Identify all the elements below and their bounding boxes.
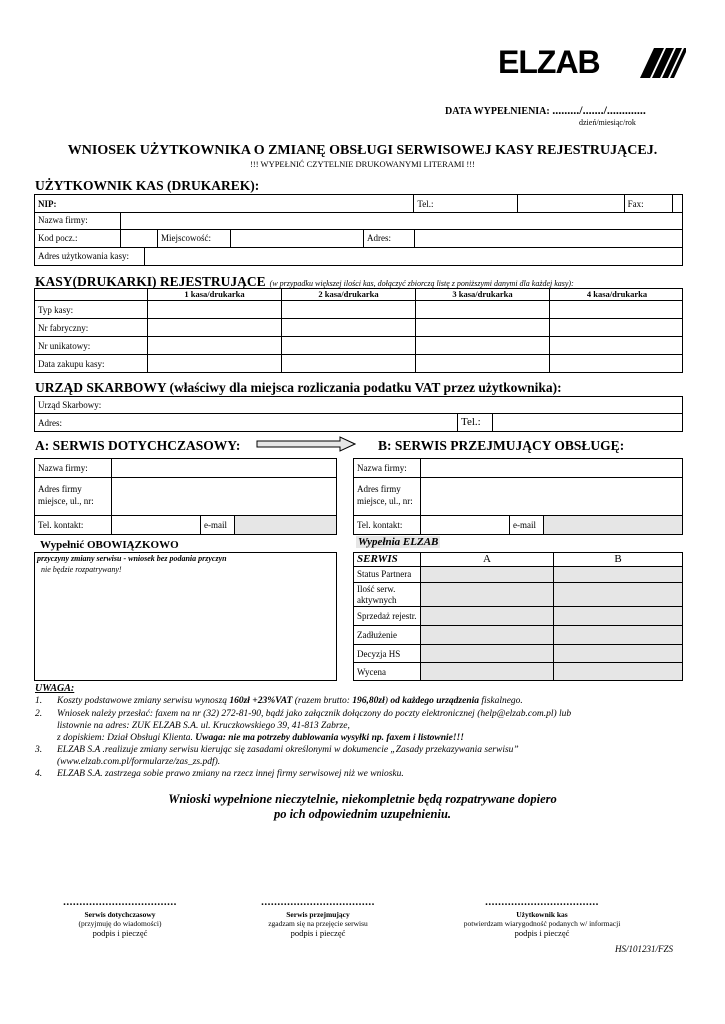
signature-user-sign: podpis i pieczęć (514, 928, 570, 938)
postcode-input[interactable] (121, 230, 158, 247)
signature-user[interactable] (447, 896, 637, 938)
tax-tel-label: Tel.: (457, 414, 493, 431)
city-label: Miejscowość: (158, 230, 231, 247)
nip-label: NIP: (38, 198, 57, 209)
col-header-3: 3 kasa/drukarka (415, 289, 549, 300)
service-b-name-input[interactable] (420, 459, 682, 477)
note-2-line-b: listownie na adres: ZUK ELZAB S.A. ul. Kruczkowskiego 39, 41-813 Zabrze, (57, 721, 350, 731)
service-a-address-input[interactable] (111, 478, 336, 515)
service-b-address-label: Adres firmy miejsce, ul., nr: (357, 484, 413, 506)
elzab-col-b: B (553, 553, 682, 566)
service-a-phone-input[interactable] (111, 516, 200, 534)
tax-office-label: Urząd Skarbowy: (38, 400, 102, 410)
address-input[interactable] (415, 230, 684, 247)
row-label-date: Data zakupu kasy: (38, 359, 105, 369)
service-b-phone-label: Tel. kontakt: (357, 520, 403, 530)
service-b-email-label: e-mail (509, 516, 544, 534)
col-header-2: 2 kasa/drukarka (281, 289, 415, 300)
signature-old-sub: (przyjmuję do wiadomości) (78, 919, 162, 928)
elzab-box-heading: Wypełnia ELZAB (358, 536, 439, 548)
tax-office-field[interactable] (35, 397, 682, 414)
service-a-phone-label: Tel. kontakt: (38, 520, 84, 530)
city-input[interactable] (231, 230, 364, 247)
note-2-num: 2. (35, 709, 43, 719)
registers-heading: KASY(DRUKARKI) REJESTRUJĄCE (35, 274, 266, 289)
note-2 (35, 708, 572, 743)
note-4 (35, 769, 404, 779)
registers-table (34, 288, 683, 373)
tax-address-label: Adres: (38, 418, 62, 428)
elzab-row-active: Ilość serw. aktywnych (357, 584, 397, 605)
note-3-line-b: (www.elzab.com.pl/formularze/zas_zs.pdf). (57, 757, 221, 767)
note-1 (35, 696, 523, 706)
elzab-logo (498, 44, 688, 84)
col-header-4: 4 kasa/drukarka (549, 289, 684, 300)
row-label-serial: Nr fabryczny: (38, 323, 89, 333)
user-table (34, 194, 683, 213)
service-a-email-input[interactable] (234, 516, 336, 534)
company-input[interactable] (121, 212, 684, 229)
tax-office-heading: URZĄD SKARBOWY (właściwy dla miejsca rozliczania podatku VAT przez użytkownika): (35, 380, 562, 395)
row-label-type: Typ kasy: (38, 305, 74, 315)
postcode-label: Kod pocz.: (35, 230, 121, 247)
logo-stripes-icon (630, 48, 686, 78)
signature-old-dots: ................................... (63, 896, 177, 908)
document-code: HS/101231/FZS (615, 944, 674, 954)
note-1-per-device: od każdego urządzenia (390, 696, 479, 706)
address-label: Adres: (364, 230, 415, 247)
note-3-line-a: ELZAB S.A .realizuje zmiany serwisu kierując się zasadami określonymi w dokumencie „Zasady przekazywania serwisu” (57, 745, 519, 755)
signature-new-title: Serwis przejmujący (286, 910, 350, 919)
warning-line2: po ich odpowiednim uzupełnieniu. (273, 807, 452, 821)
note-4-num: 4. (35, 769, 43, 779)
elzab-box-table (353, 552, 683, 681)
elzab-col-serwis: SERWIS (357, 553, 398, 565)
signature-user-sub: potwierdzam wiarygodność podanych w/ informacji (463, 919, 621, 928)
note-1-price: 160zł +23%VAT (229, 696, 293, 706)
elzab-row-sales: Sprzedaż rejestr. (357, 611, 417, 621)
warning-line1: Wnioski wypełnione nieczytelnie, niekompletnie będą rozpatrywane dopiero (168, 792, 557, 806)
note-1-gross: 196,80zł (352, 696, 385, 706)
service-a-name-input[interactable] (111, 459, 336, 477)
note-2-line-c: z dopiskiem: Dział Obsługi Klienta. (57, 733, 196, 743)
signature-new-sub: zgadzam się na przejęcie serwisu (268, 919, 368, 928)
user-heading: UŻYTKOWNIK KAS (DRUKAREK): (35, 178, 260, 193)
signature-old-service[interactable] (30, 896, 210, 938)
mandatory-heading: Wypełnić OBOWIĄZKOWO (40, 539, 179, 551)
elzab-row-price: Wycena (357, 667, 386, 677)
tel-input[interactable] (518, 195, 624, 212)
note-1-num: 1. (35, 696, 43, 706)
tel-label: Tel.: (414, 195, 518, 213)
elzab-row-decision: Decyzja HS (357, 649, 401, 659)
note-3 (35, 744, 519, 767)
note-1-text-e: ) (384, 696, 391, 706)
date-field[interactable] (445, 103, 646, 118)
note-1-text-g: fiskalnego. (479, 696, 523, 706)
signature-user-dots: ................................... (485, 896, 599, 908)
note-4-text: ELZAB S.A. zastrzega sobie prawo zmiany na rzecz innej firmy serwisowej niż we wniosku. (57, 769, 404, 779)
user-table-rows (34, 212, 683, 266)
usage-address-label: Adres użytkowania kasy: (35, 248, 145, 265)
service-b-email-input[interactable] (543, 516, 682, 534)
service-a-heading: A: SERWIS DOTYCHCZASOWY: (35, 438, 241, 453)
page-title: WNIOSEK UŻYTKOWNIKA O ZMIANĘ OBSŁUGI SERWISOWEJ KASY REJESTRUJĄCEJ. (67, 143, 658, 158)
elzab-row-debt: Zadłużenie (357, 630, 397, 640)
date-hint: dzień/miesiąc/rok (579, 118, 636, 127)
mandatory-line2: nie będzie rozpatrywany! (41, 565, 122, 574)
note-3-num: 3. (35, 745, 43, 755)
arrow-right-icon (256, 436, 356, 452)
page-subtitle: !!! WYPEŁNIĆ CZYTELNIE DRUKOWANYMI LITERAMI !!! (250, 159, 475, 169)
note-1-text-c: (razem brutto: (292, 696, 353, 706)
col-header-1: 1 kasa/drukarka (147, 289, 281, 300)
service-a-table (34, 458, 337, 535)
usage-address-input[interactable] (145, 248, 684, 265)
fax-input[interactable] (672, 195, 682, 212)
service-b-heading: B: SERWIS PRZEJMUJĄCY OBSŁUGĘ: (378, 438, 625, 453)
service-b-name-label: Nazwa firmy: (357, 463, 407, 473)
service-b-address-input[interactable] (420, 478, 682, 515)
mandatory-box[interactable] (34, 552, 337, 681)
notes-heading: UWAGA: (35, 683, 75, 694)
row-label-unique: Nr unikatowy: (38, 341, 91, 351)
note-1-text: Koszty podstawowe zmiany serwisu wynoszą (57, 696, 230, 706)
signature-old-title: Serwis dotychczasowy (84, 910, 156, 919)
signature-new-sign: podpis i pieczęć (290, 928, 346, 938)
service-a-name-label: Nazwa firmy: (38, 463, 88, 473)
nip-field[interactable] (35, 195, 414, 213)
date-label: DATA WYPEŁNIENIA: (445, 106, 550, 117)
logo-text: ELZAB (498, 44, 600, 80)
tel-fax-group (518, 195, 683, 213)
signature-old-sign: podpis i pieczęć (92, 928, 148, 938)
note-2-line-d: Uwaga: nie ma potrzeby dublowania wysyłki np. faxem i listownie!!! (195, 733, 464, 743)
elzab-row-status: Status Partnera (357, 569, 412, 579)
elzab-col-a: A (420, 553, 553, 566)
service-b-table (353, 458, 683, 535)
tax-office-table (34, 396, 683, 432)
fax-label: Fax: (624, 195, 672, 212)
signature-new-service[interactable] (228, 896, 408, 938)
date-value: ........./......./............. (552, 103, 646, 117)
note-2-line-a: Wniosek należy przesłać: faxem na nr (32) 272-81-90, bądź jako załącznik dołączony do poczty elektronicznej (help@elzab.com.pl) lub (57, 709, 572, 719)
service-a-email-label: e-mail (200, 516, 235, 534)
signature-user-title: Użytkownik kas (516, 910, 568, 919)
service-b-phone-input[interactable] (420, 516, 509, 534)
registers-note: (w przypadku większej ilości kas, dołączyć zbiorczą listę z poniższymi danymi dla każdej kasy): (269, 279, 574, 288)
signature-new-dots: ................................... (261, 896, 375, 908)
company-label: Nazwa firmy: (35, 212, 121, 229)
mandatory-line1: przyczyny zmiany serwisu - wniosek bez podania przyczyn (37, 554, 227, 563)
service-a-address-label: Adres firmy miejsce, ul., nr: (38, 484, 94, 506)
